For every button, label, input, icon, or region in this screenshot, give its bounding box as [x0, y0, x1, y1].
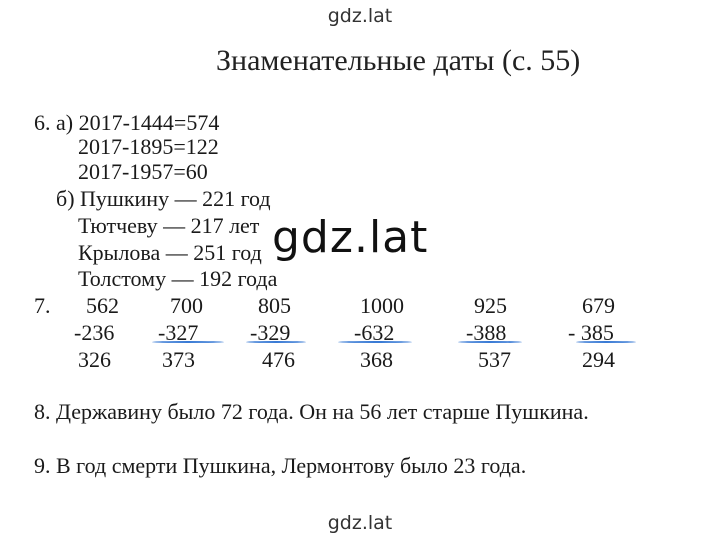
task7-col2-underline: [152, 341, 224, 343]
task7-label: 7.: [34, 293, 51, 318]
task7-col2-sub: -327: [158, 320, 199, 345]
task6-b-line-4: Толстому — 192 года: [78, 266, 278, 291]
watermark-bottom: gdz.lat: [327, 512, 393, 534]
task7-col5-result: 537: [478, 347, 511, 372]
task7-col2-top: 700: [170, 293, 203, 318]
task7-col3-result: 476: [262, 347, 295, 372]
task7-col6-top: 679: [582, 293, 615, 318]
task9-text: 9. В год смерти Пушкина, Лермонтову было 23 года.: [34, 453, 527, 478]
task7-col1-top: 562: [86, 293, 119, 318]
watermark-center: gdz.lat: [272, 212, 429, 263]
task7-col5-underline: [458, 341, 522, 343]
task6-a-line-3: 2017-1957=60: [78, 159, 208, 184]
task6-b-line-1: б) Пушкину — 221 год: [56, 186, 271, 211]
task7-col6-underline: [576, 341, 636, 343]
task7-col2-result: 373: [162, 347, 195, 372]
task6-b-line-3: Крылова — 251 год: [78, 240, 262, 265]
task7-col5-sub: -388: [466, 320, 507, 345]
task7-col3-top: 805: [258, 293, 291, 318]
task6-a-line-2: 2017-1895=122: [78, 134, 219, 159]
task8-text: 8. Державину было 72 года. Он на 56 лет старше Пушкина.: [34, 399, 589, 424]
task7-col3-underline: [246, 341, 306, 343]
watermark-top: gdz.lat: [327, 5, 393, 27]
task7-col3-sub: -329: [250, 320, 291, 345]
task7-col6-result: 294: [582, 347, 615, 372]
task6-b-line-2: Тютчеву — 217 лет: [78, 213, 260, 238]
page-title: Знаменательные даты (с. 55): [216, 44, 581, 77]
task7-col1-result: 326: [78, 347, 111, 372]
task7-col4-result: 368: [360, 347, 393, 372]
task7-col6-sub: - 385: [568, 320, 614, 345]
task7-col4-top: 1000: [360, 293, 404, 318]
task7-col4-underline: [338, 341, 412, 343]
task6-a-line-1: 6. а) 2017-1444=574: [34, 110, 220, 135]
task7-col1-sub: -236: [74, 320, 115, 345]
task7-col5-top: 925: [474, 293, 507, 318]
task7-col4-sub: -632: [354, 320, 395, 345]
